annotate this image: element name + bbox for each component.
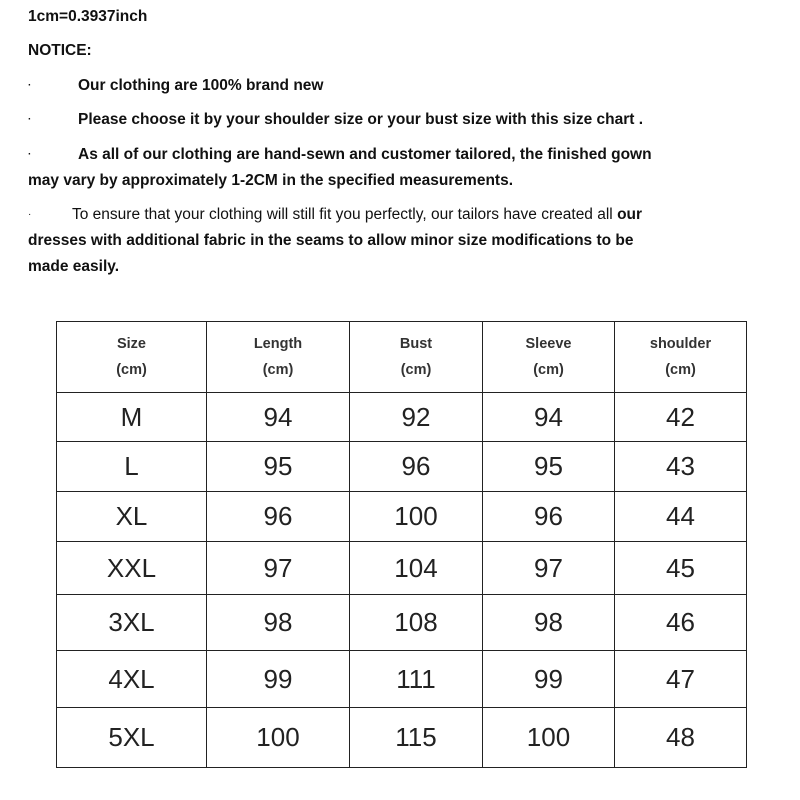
- table-cell: 44: [615, 492, 747, 542]
- bullet: ·: [28, 149, 32, 160]
- table-cell: 96: [350, 442, 483, 492]
- table-cell: 92: [350, 393, 483, 442]
- note-text: As all of our clothing are hand-sewn and customer tailored, the finished gown: [78, 146, 652, 164]
- table-cell: 100: [483, 708, 615, 768]
- header-bust: Bust (cm): [350, 322, 483, 393]
- table-cell: 111: [350, 651, 483, 708]
- note-text: Please choose it by your shoulder size or your bust size with this size chart .: [78, 111, 644, 129]
- size-chart-table: [56, 321, 747, 768]
- unit-conversion: 1cm=0.3937inch: [28, 8, 148, 25]
- table-cell: 98: [483, 595, 615, 651]
- table-cell: 99: [483, 651, 615, 708]
- table-row: [57, 651, 747, 708]
- note-text: Our clothing are 100% brand new: [78, 77, 324, 95]
- table-cell: L: [57, 442, 207, 492]
- note-text: dresses with additional fabric in the seams to allow minor size modifications to be: [28, 232, 634, 250]
- table-cell: 104: [350, 542, 483, 595]
- table-cell: 98: [207, 595, 350, 651]
- table-cell: 46: [615, 595, 747, 651]
- table-row: [57, 595, 747, 651]
- note-item: [28, 107, 758, 133]
- header-sleeve: Sleeve (cm): [483, 322, 615, 393]
- table-row: [57, 442, 747, 492]
- table-cell: 95: [207, 442, 350, 492]
- table-cell: 95: [483, 442, 615, 492]
- table-cell: 47: [615, 651, 747, 708]
- bullet: ·: [28, 114, 32, 125]
- table-cell: 97: [207, 542, 350, 595]
- bullet: ·: [28, 80, 32, 91]
- table-cell: 42: [615, 393, 747, 442]
- table-cell: 48: [615, 708, 747, 768]
- table-cell: 96: [483, 492, 615, 542]
- table-cell: 97: [483, 542, 615, 595]
- table-cell: 100: [207, 708, 350, 768]
- table-cell: 100: [350, 492, 483, 542]
- note-item: [28, 142, 758, 194]
- table-row: [57, 492, 747, 542]
- table-cell: M: [57, 393, 207, 442]
- table-row: [57, 708, 747, 768]
- table-cell: 43: [615, 442, 747, 492]
- table-cell: 5XL: [57, 708, 207, 768]
- table-cell: 115: [350, 708, 483, 768]
- notice-title: NOTICE:: [28, 42, 92, 59]
- note-text: made easily.: [28, 258, 120, 276]
- table-cell: 3XL: [57, 595, 207, 651]
- table-cell: 4XL: [57, 651, 207, 708]
- table-cell: 94: [207, 393, 350, 442]
- header-size: Size (cm): [57, 322, 207, 393]
- table-cell: 96: [207, 492, 350, 542]
- note-text: may vary by approximately 1-2CM in the specified measurements.: [28, 172, 513, 190]
- table-cell: 108: [350, 595, 483, 651]
- header-length: Length (cm): [207, 322, 350, 393]
- table-cell: 99: [207, 651, 350, 708]
- table-cell: XXL: [57, 542, 207, 595]
- note-item: [28, 202, 758, 280]
- table-cell: XL: [57, 492, 207, 542]
- note-item: [28, 73, 758, 99]
- table-row: [57, 393, 747, 442]
- note-text: To ensure that your clothing will still fit you perfectly, our tailors have created all: [72, 206, 613, 224]
- table-row: [57, 542, 747, 595]
- bullet: ·: [28, 209, 32, 220]
- note-text: our: [617, 206, 643, 224]
- table-cell: 94: [483, 393, 615, 442]
- header-shoulder: shoulder (cm): [615, 322, 747, 393]
- table-cell: 45: [615, 542, 747, 595]
- header-row: [57, 322, 747, 393]
